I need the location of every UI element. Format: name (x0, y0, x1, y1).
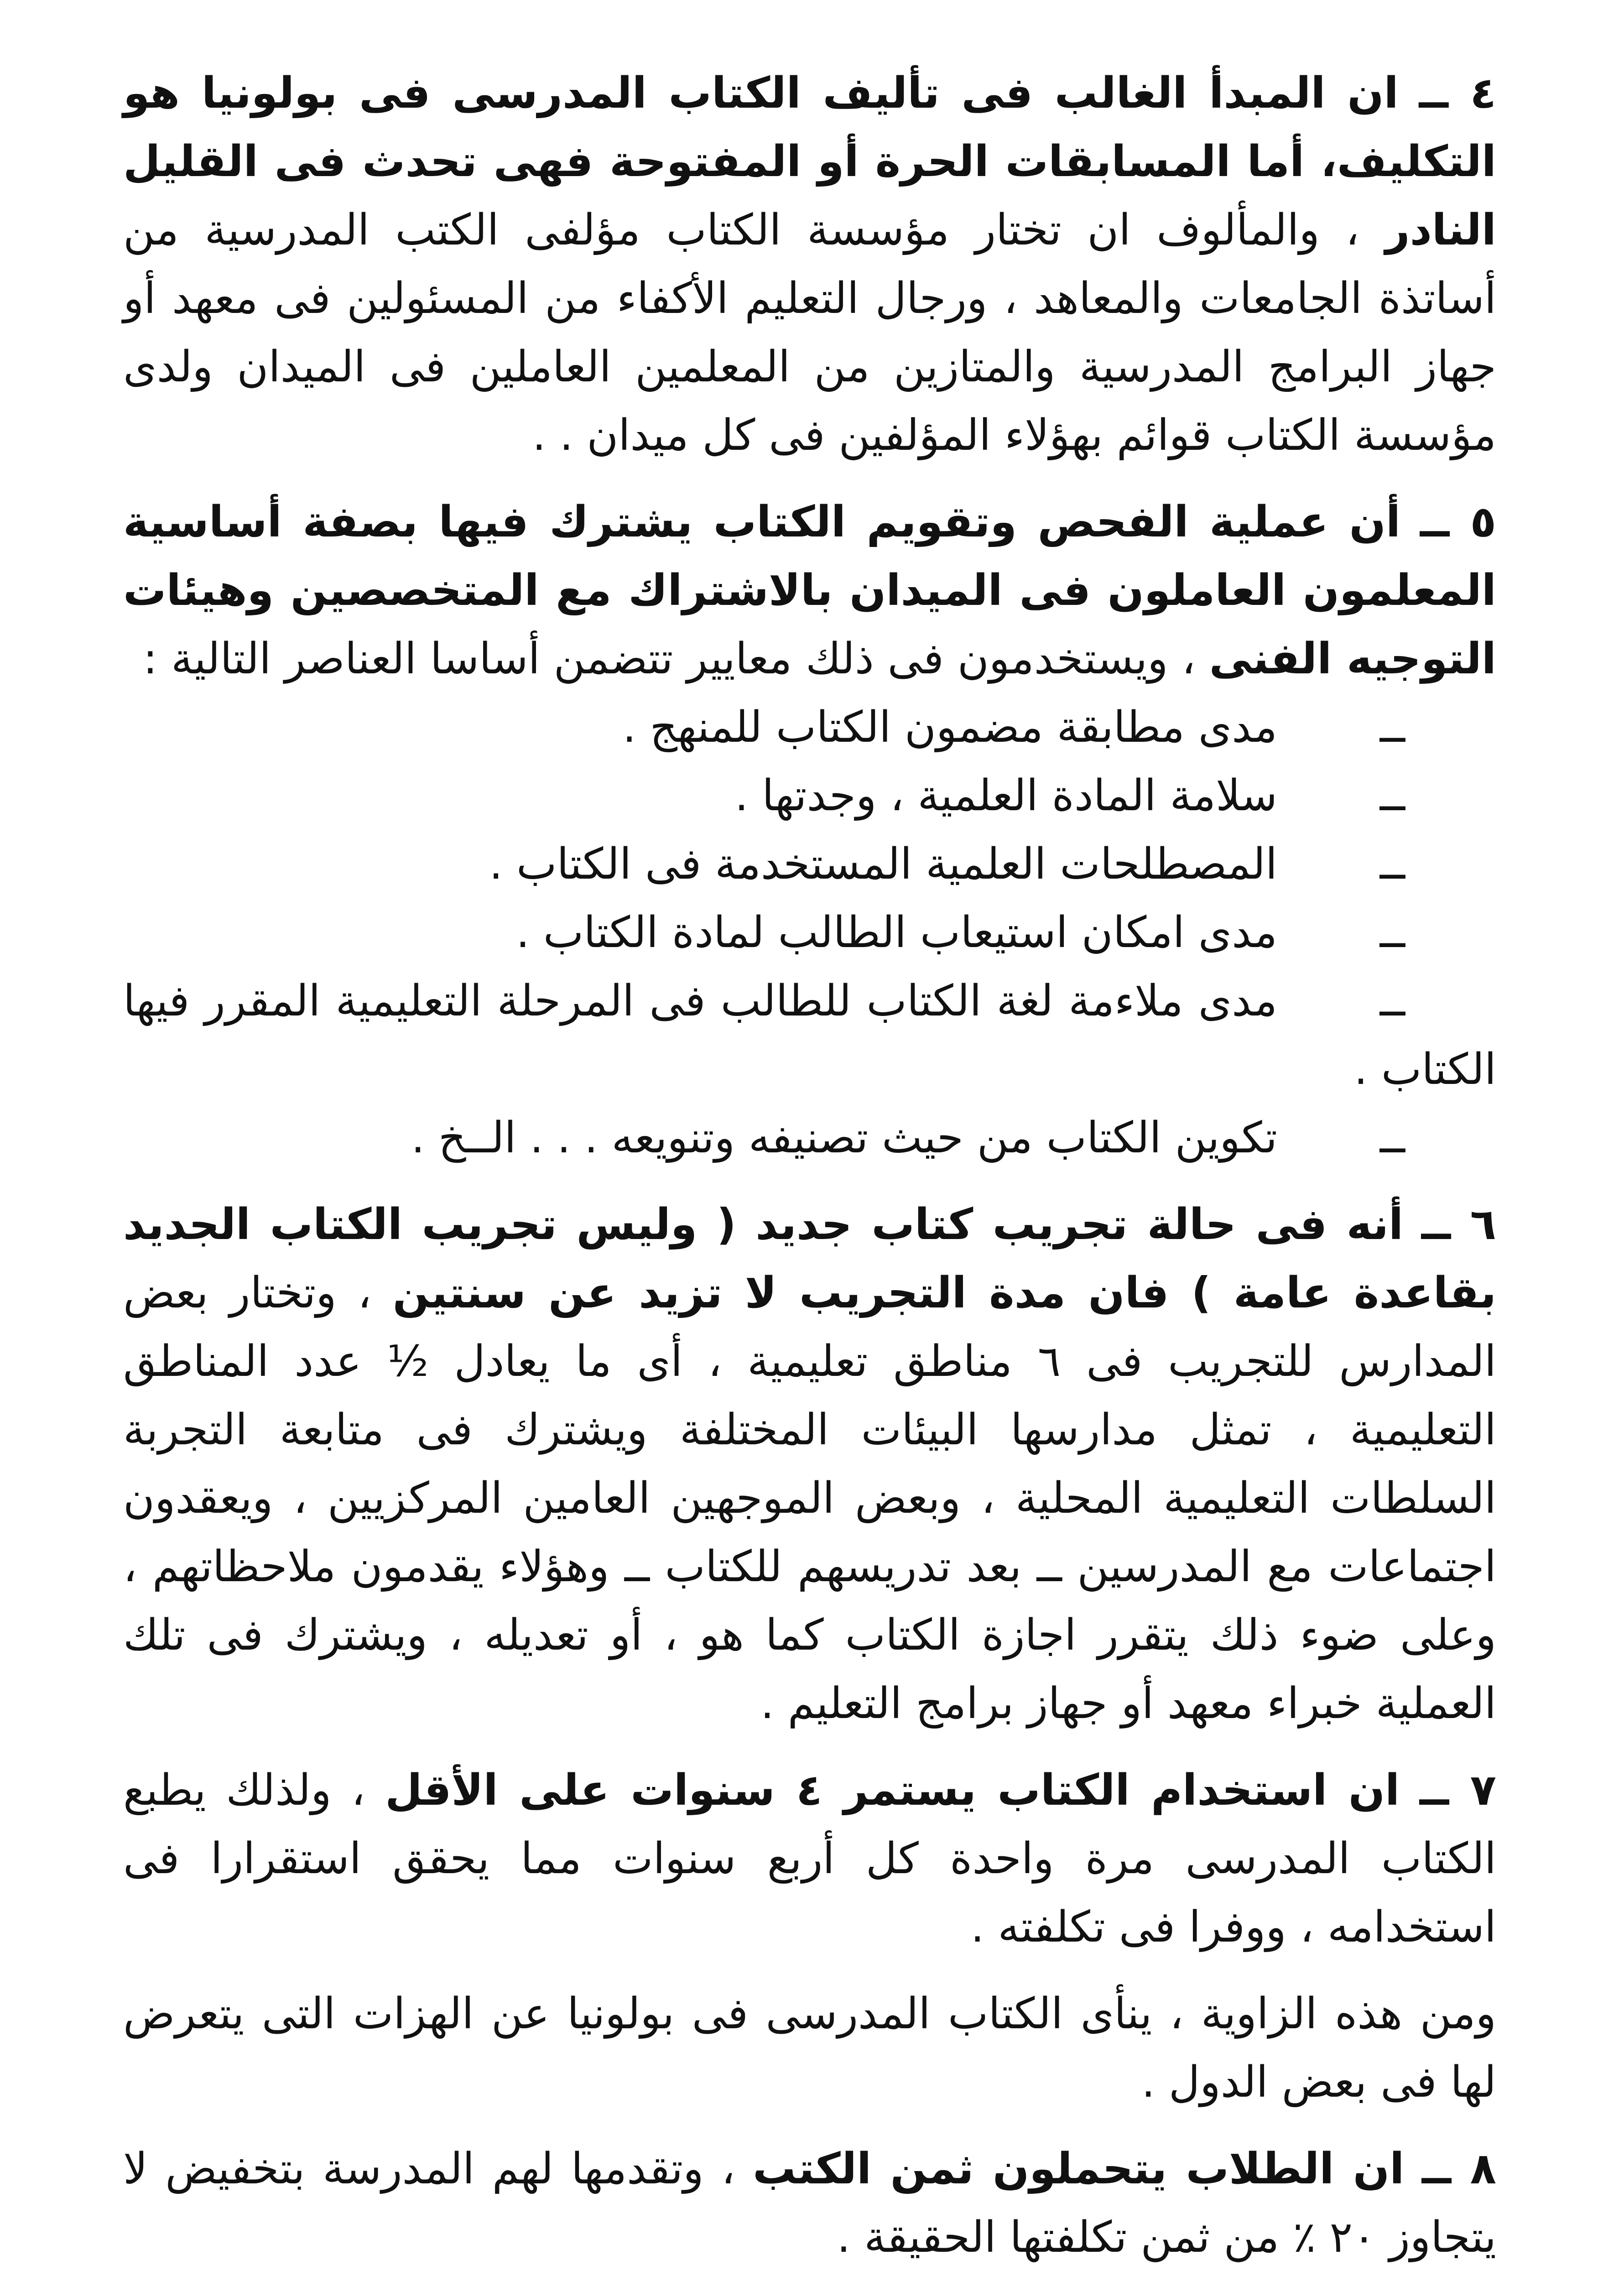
list-item (123, 693, 1496, 762)
bold-statement: أنه فى حالة تجريب كتاب جديد ( وليس تجريب الكتاب الجديد بقاعدة عامة ) فان مدة التجريب لا تزيد عن سنتين (123, 1200, 1497, 1318)
body-text: ، ويستخدمون فى ذلك معايير تتضمن أساسا العناصر التالية : (143, 634, 1196, 684)
list-item (123, 899, 1496, 967)
paragraph-7 (123, 1756, 1496, 1962)
bold-statement: ان المبدأ الغالب فى تأليف الكتاب المدرسى فى بولونيا هو التكليف، أما المسابقات الحرة أو المفتوحة فهى تحدث فى القليل النادر (123, 68, 1496, 255)
body-text: ، والمألوف ان تختار مؤسسة الكتاب مؤلفى الكتب المدرسية من أساتذة الجامعات والمعاهد ، ورجال التعليم الأكفاء من المسئولين فى معهد أو جهاز البرامج المدرسية والمتازين من المعلمين العاملين فى الميدان ولدى مؤسسة الكتاب قوائم بهؤلاء المؤلفين فى كل ميدان . . (123, 205, 1496, 460)
list-item-text: سلامة المادة العلمية ، وجدتها . (734, 771, 1277, 821)
paragraph-6 (123, 1191, 1496, 1738)
bold-statement: ان الطلاب يتحملون ثمن الكتب (753, 2144, 1405, 2194)
paragraph-5 (123, 488, 1496, 693)
criteria-list (123, 693, 1496, 1172)
list-item (123, 1104, 1496, 1172)
body-text: ، ولذلك يطبع الكتاب المدرسى مرة واحدة كل أربع سنوات مما يحقق استقرارا فى استخدامه ، ووفرا فى تكلفته . (123, 1765, 1496, 1952)
item-number: ٧ ــ (1419, 1765, 1497, 1815)
item-number: ٤ ــ (1419, 68, 1496, 118)
list-dash: ــ (1379, 1113, 1405, 1163)
item-number: ٦ ــ (1421, 1200, 1496, 1250)
body-text: ، وتقدمها لهم المدرسة بتخفيض لا يتجاوز ٢٠ ٪ من ثمن تكلفتها الحقيقة . (123, 2144, 1496, 2262)
body-text: ومن هذه الزاوية ، ينأى الكتاب المدرسى فى بولونيا عن الهزات التى يتعرض لها فى بعض الدول . (123, 1989, 1496, 2107)
list-item-text: مدى مطابقة مضمون الكتاب للمنهج . (622, 703, 1277, 752)
list-dash: ــ (1379, 703, 1405, 752)
paragraph-7b (123, 1980, 1496, 2117)
paragraph-8 (123, 2135, 1496, 2272)
list-item-text: مدى ملاءمة لغة الكتاب للطالب فى المرحلة التعليمية المقرر فيها الكتاب . (123, 976, 1496, 1094)
bold-statement: ان استخدام الكتاب يستمر ٤ سنوات على الأقل (385, 1765, 1400, 1815)
list-item-text: تكوين الكتاب من حيث تصنيفه وتنويعه . . . الــخ . (411, 1113, 1277, 1163)
item-number: ٨ ــ (1421, 2144, 1496, 2194)
list-item (123, 762, 1496, 830)
list-dash: ــ (1379, 839, 1405, 889)
list-item (123, 967, 1496, 1104)
bold-statement: أن عملية الفحص وتقويم الكتاب يشترك فيها بصفة أساسية المعلمون العاملون فى الميدان بالاشتراك مع المتخصصين وهيئات التوجيه الفنى (123, 497, 1496, 684)
list-dash: ــ (1379, 771, 1405, 821)
item-number: ٥ ــ (1420, 497, 1497, 547)
list-item-text: مدى امكان استيعاب الطالب لمادة الكتاب . (516, 908, 1277, 958)
list-dash: ــ (1379, 976, 1405, 1026)
body-text: ، وتختار بعض المدارس للتجريب فى ٦ مناطق تعليمية ، أى ما يعادل ½ عدد المناطق التعليمية ، تمثل مدارسها البيئات المختلفة ويشترك فى متابعة التجربة السلطات التعليمية المحلية ، وبعض الموجهين العامين المركزيين ، ويعقدون اجتماعات مع المدرسين ــ بعد تدريسهم للكتاب ــ وهؤلاء يقدمون ملاحظاتهم ، وعلى ضوء ذلك يتقرر اجازة الكتاب كما هو ، أو تعديله ، ويشترك فى تلك العملية خبراء معهد أو جهاز برامج التعليم . (123, 1268, 1496, 1729)
list-item (123, 830, 1496, 899)
list-item-text: المصطلحات العلمية المستخدمة فى الكتاب . (489, 839, 1277, 889)
document-body (123, 59, 1496, 2281)
paragraph-4 (123, 59, 1496, 470)
list-dash: ــ (1379, 908, 1405, 958)
